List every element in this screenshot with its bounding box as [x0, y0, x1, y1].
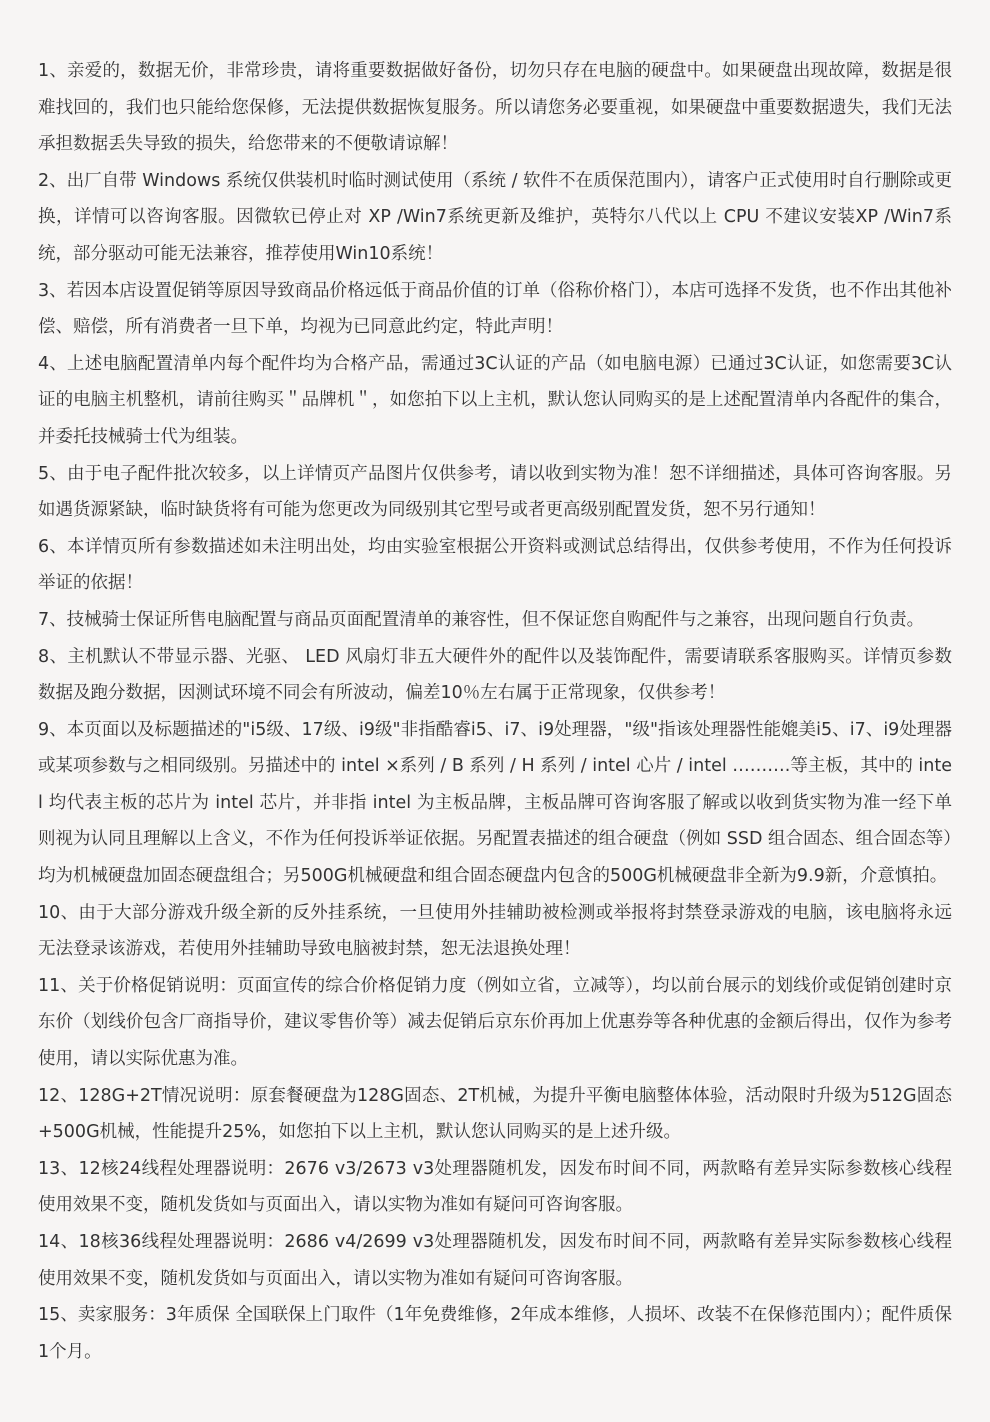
notice-item-10: 10、由于大部分游戏升级全新的反外挂系统，一旦使用外挂辅助被检测或举报将封禁登录游戏的电脑，该电脑将永远无法登录该游戏，若使用外挂辅助导致电脑被封禁，恕无法退换处理！ — [38, 902, 952, 960]
notice-item-15: 15、卖家服务：3年质保 全国联保上门取件（1年免费维修，2年成本维修，人损坏、改装不在保修范围内）；配件质保1个月。 — [38, 1305, 952, 1362]
notice-item-1: 1、亲爱的，数据无价，非常珍贵，请将重要数据做好备份，切勿只存在电脑的硬盘中。如果硬盘出现故障，数据是很难找回的，我们也只能给您保修，无法提供数据恢复服务。所以请您务必要重视，如果硬盘中重要数据遗失，我们无法承担数据丢失导致的损失，给您带来的不便敬请谅解！ — [38, 61, 952, 155]
notice-item-12: 12、128G+2T情况说明：原套餐硬盘为128G固态、2T机械，为提升平衡电脑整体体验，活动限时升级为512G固态+500G机械，性能提升25%，如您拍下以上主机，默认您认同购买的是上述升级。 — [38, 1085, 952, 1143]
notice-item-6: 6、本详情页所有参数描述如未注明出处，均由实验室根据公开资料或测试总结得出，仅供参考使用，不作为任何投诉举证的依据！ — [38, 536, 952, 594]
notice-item-3: 3、若因本店设置促销等原因导致商品价格远低于商品价值的订单（俗称价格门），本店可选择不发货，也不作出其他补偿、赔偿，所有消费者一旦下单，均视为已同意此约定，特此声明！ — [38, 280, 952, 338]
notice-item-7: 7、技械骑士保证所售电脑配置与商品页面配置清单的兼容性，但不保证您自购配件与之兼容，出现问题自行负责。 — [38, 609, 925, 630]
notice-item-4: 4、上述电脑配置清单内每个配件均为合格产品，需通过3C认证的产品（如电脑电源）已通过3C认证，如您需要3C认证的电脑主机整机，请前往购买＂品牌机＂，如您拍下以上主机，默认您认同购买的是上述配置清单内各配件的集合，并委托技械骑士代为组装。 — [38, 353, 952, 447]
notice-item-5: 5、由于电子配件批次较多，以上详情页产品图片仅供参考，请以收到实物为准！恕不详细描述，具体可咨询客服。另如遇货源紧缺，临时缺货将有可能为您更改为同级别其它型号或者更高级别配置发货，恕不另行通知！ — [38, 463, 952, 521]
notice-item-14: 14、18核36线程处理器说明：2686 v4/2699 v3处理器随机发，因发布时间不同，两款略有差异实际参数核心线程使用效果不变，随机发货如与页面出入，请以实物为准如有疑问可咨询客服。 — [38, 1232, 952, 1289]
notice-item-9: 9、本页面以及标题描述的"i5级、17级、i9级"非指酷睿i5、i7、i9处理器，"级"指该处理器性能媲美i5、i7、i9处理器或某项参数与之相同级别。另描述中的 intel ×系列 / B 系列 / H 系列 / intel 心片 / intel ……….等主板，其中的 intel 均代表主板的芯片为 intel 芯片，并非指 intel 为主板品牌，主板品牌可咨询客服了解或以收到货实物为准一经下单则视为认同且理解以上含义，不作为任何投诉举证依据。另配置表描述的组合硬盘（例如 SSD 组合固态、组合固态等）均为机械硬盘加固态硬盘组合；另500G机械硬盘和组合固态硬盘内包含的500G机械硬盘非全新为9.9新，介意慎拍。 — [38, 719, 952, 887]
notice-item-2: 2、出厂自带 Windows 系统仅供装机时临时测试使用（系统 / 软件不在质保范围内），请客户正式使用时自行删除或更换，详情可以咨询客服。因微软已停止对 XP /Win7系统更新及维护，英特尔八代以上 CPU 不建议安装XP /Win7系统，部分驱动可能无法兼容，推荐使用Win10系统！ — [38, 170, 952, 264]
notice-item-11: 11、关于价格促销说明：页面宣传的综合价格促销力度（例如立省，立减等），均以前台展示的划线价或促销创建时京东价（划线价包含厂商指导价，建议零售价等）减去促销后京东价再加上优惠券等各种优惠的金额后得出，仅作为参考使用，请以实际优惠为准。 — [38, 975, 952, 1070]
notice-item-13: 13、12核24线程处理器说明：2676 v3/2673 v3处理器随机发，因发布时间不同，两款略有差异实际参数核心线程使用效果不变，随机发货如与页面出入，请以实物为准如有疑问可咨询客服。 — [38, 1158, 952, 1216]
notice-item-8: 8、主机默认不带显示器、光驱、 LED 风扇灯非五大硬件外的配件以及装饰配件，需要请联系客服购买。详情页参数数据及跑分数据，因测试环境不同会有所波动，偏差10％左右属于正常现象，仅供参考！ — [38, 646, 952, 704]
